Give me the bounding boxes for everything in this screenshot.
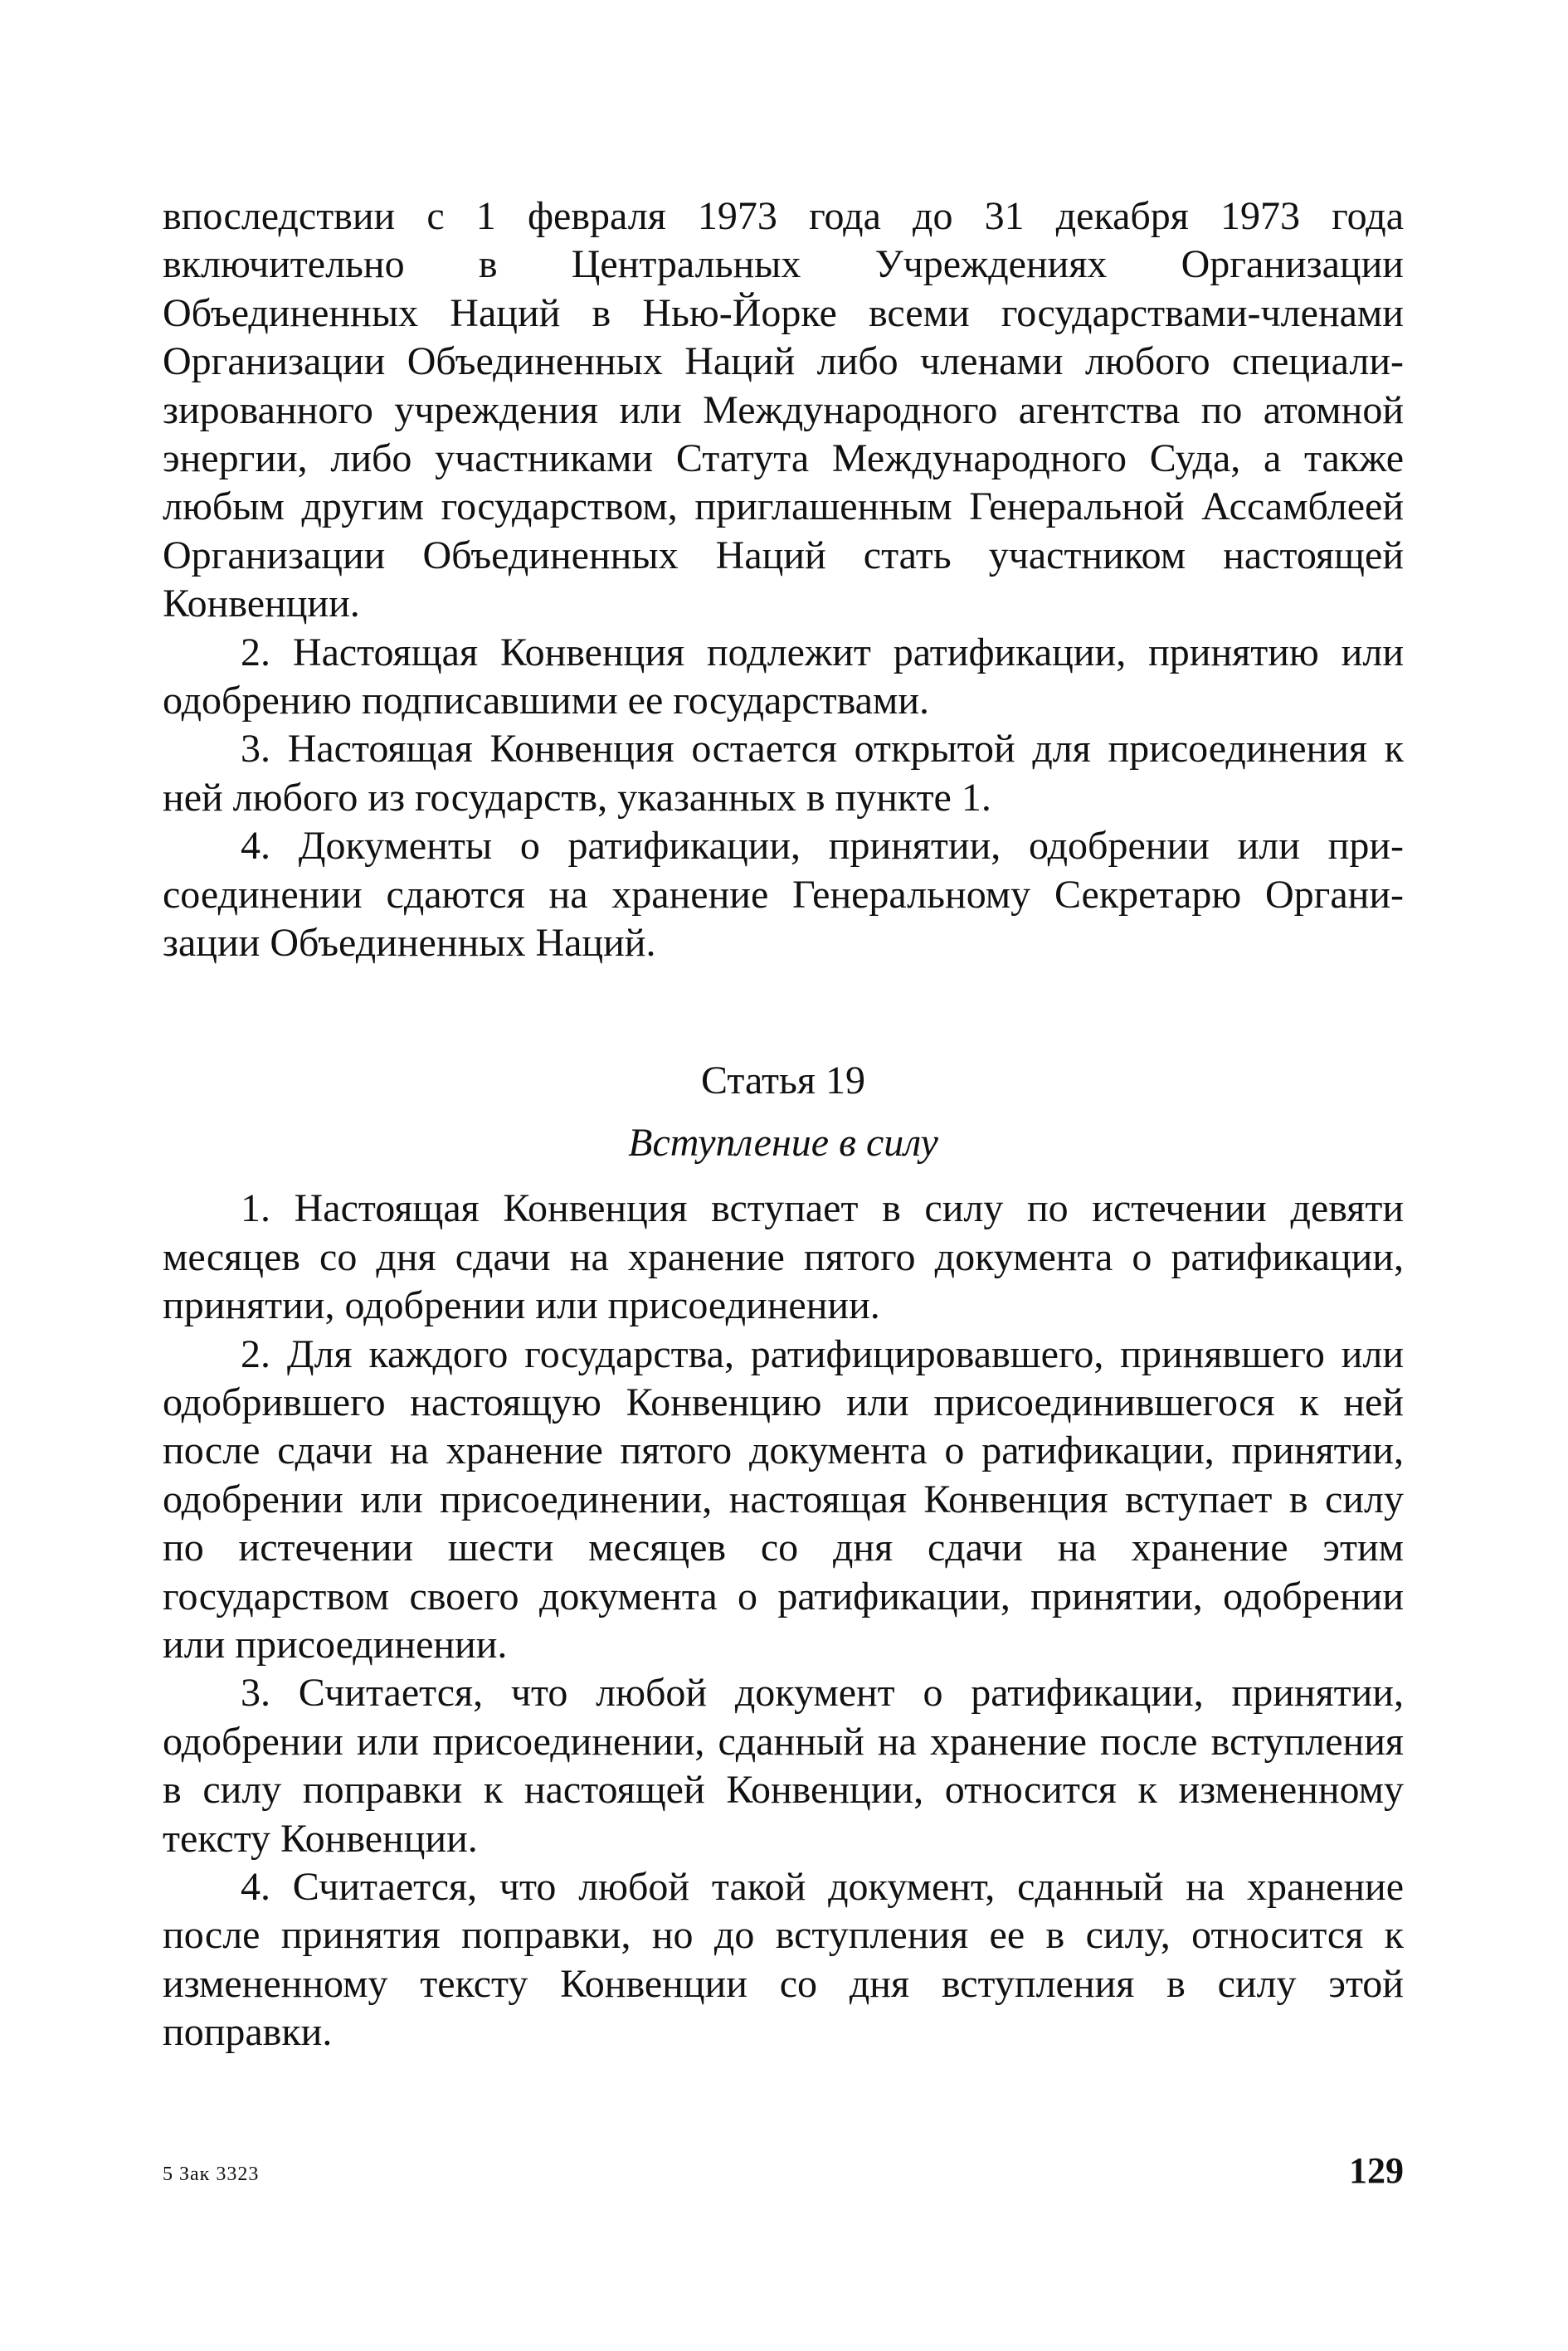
print-mark: 5 Зак 3323: [163, 2164, 260, 2185]
paragraph-item-4: 4. Документы о ратификации, принятии, одобрении или присоединении сдаются на хранение Генеральному Секретарю Организации Объединенных Наций.: [163, 824, 1404, 966]
article19-paragraph-2: 2. Для каждого государства, ратифицировавшего, принявшего или одобрившего настоящую Конвенцию или присоединившегося к ней после сдачи на хранение пятого документа о ратификации, принятии, одобрении или присоединении, настоящая Конвенция вступает в силу по истечении шести месяцев со дня сдачи на хранение этим государством своего документа о ратификации, принятии, одобрении или присоединении.: [163, 1331, 1404, 1667]
article19-paragraph-1: 1. Настоящая Конвенция вступает в силу по истечении девяти месяцев со дня сдачи на хранение пятого документа о ратификации, принятии, одобрении или присоединении.: [163, 1186, 1404, 1328]
page-number: 129: [1349, 2150, 1404, 2191]
article-heading: Статья 19: [701, 1058, 865, 1102]
article-subtitle: Вступление в силу: [628, 1120, 938, 1165]
paragraph-item-3: 3. Настоящая Конвенция остается открытой для присоединения к ней любого из государств, указанных в пункте 1.: [163, 727, 1404, 820]
article19-paragraph-3: 3. Считается, что любой документ о ратификации, принятии, одобрении или присоединении, сданный на хранение после вступления в силу поправки к настоящей Конвенции, относится к измененному тексту Конвенции.: [163, 1671, 1404, 1861]
page-body: [163, 192, 1404, 2057]
article19-paragraph-4: 4. Считается, что любой такой документ, сданный на хранение после принятия поправки, но до вступления ее в силу, относится к измененному тексту Конвенции со дня вступления в силу этой поправки.: [163, 1865, 1404, 2055]
paragraph-item-2: 2. Настоящая Конвенция подлежит ратификации, принятию или одобрению подписавшими ее государствами.: [163, 630, 1404, 723]
paragraph-continuation: впоследствии с 1 февраля 1973 года до 31 декабря 1973 года включительно в Центральных Учреждениях Организации Объединенных Наций в Нью-Йорке всеми государствами-членами Организации Объединенных Наций либо членами любого специализированного учреждения или Международного агентства по атомной энергии, либо участниками Статута Международного Суда, а также любым другим государством, приглашенным Генеральной Ассамблеей Организации Объединенных Наций стать участником настоящей Конвенции.: [163, 194, 1404, 626]
